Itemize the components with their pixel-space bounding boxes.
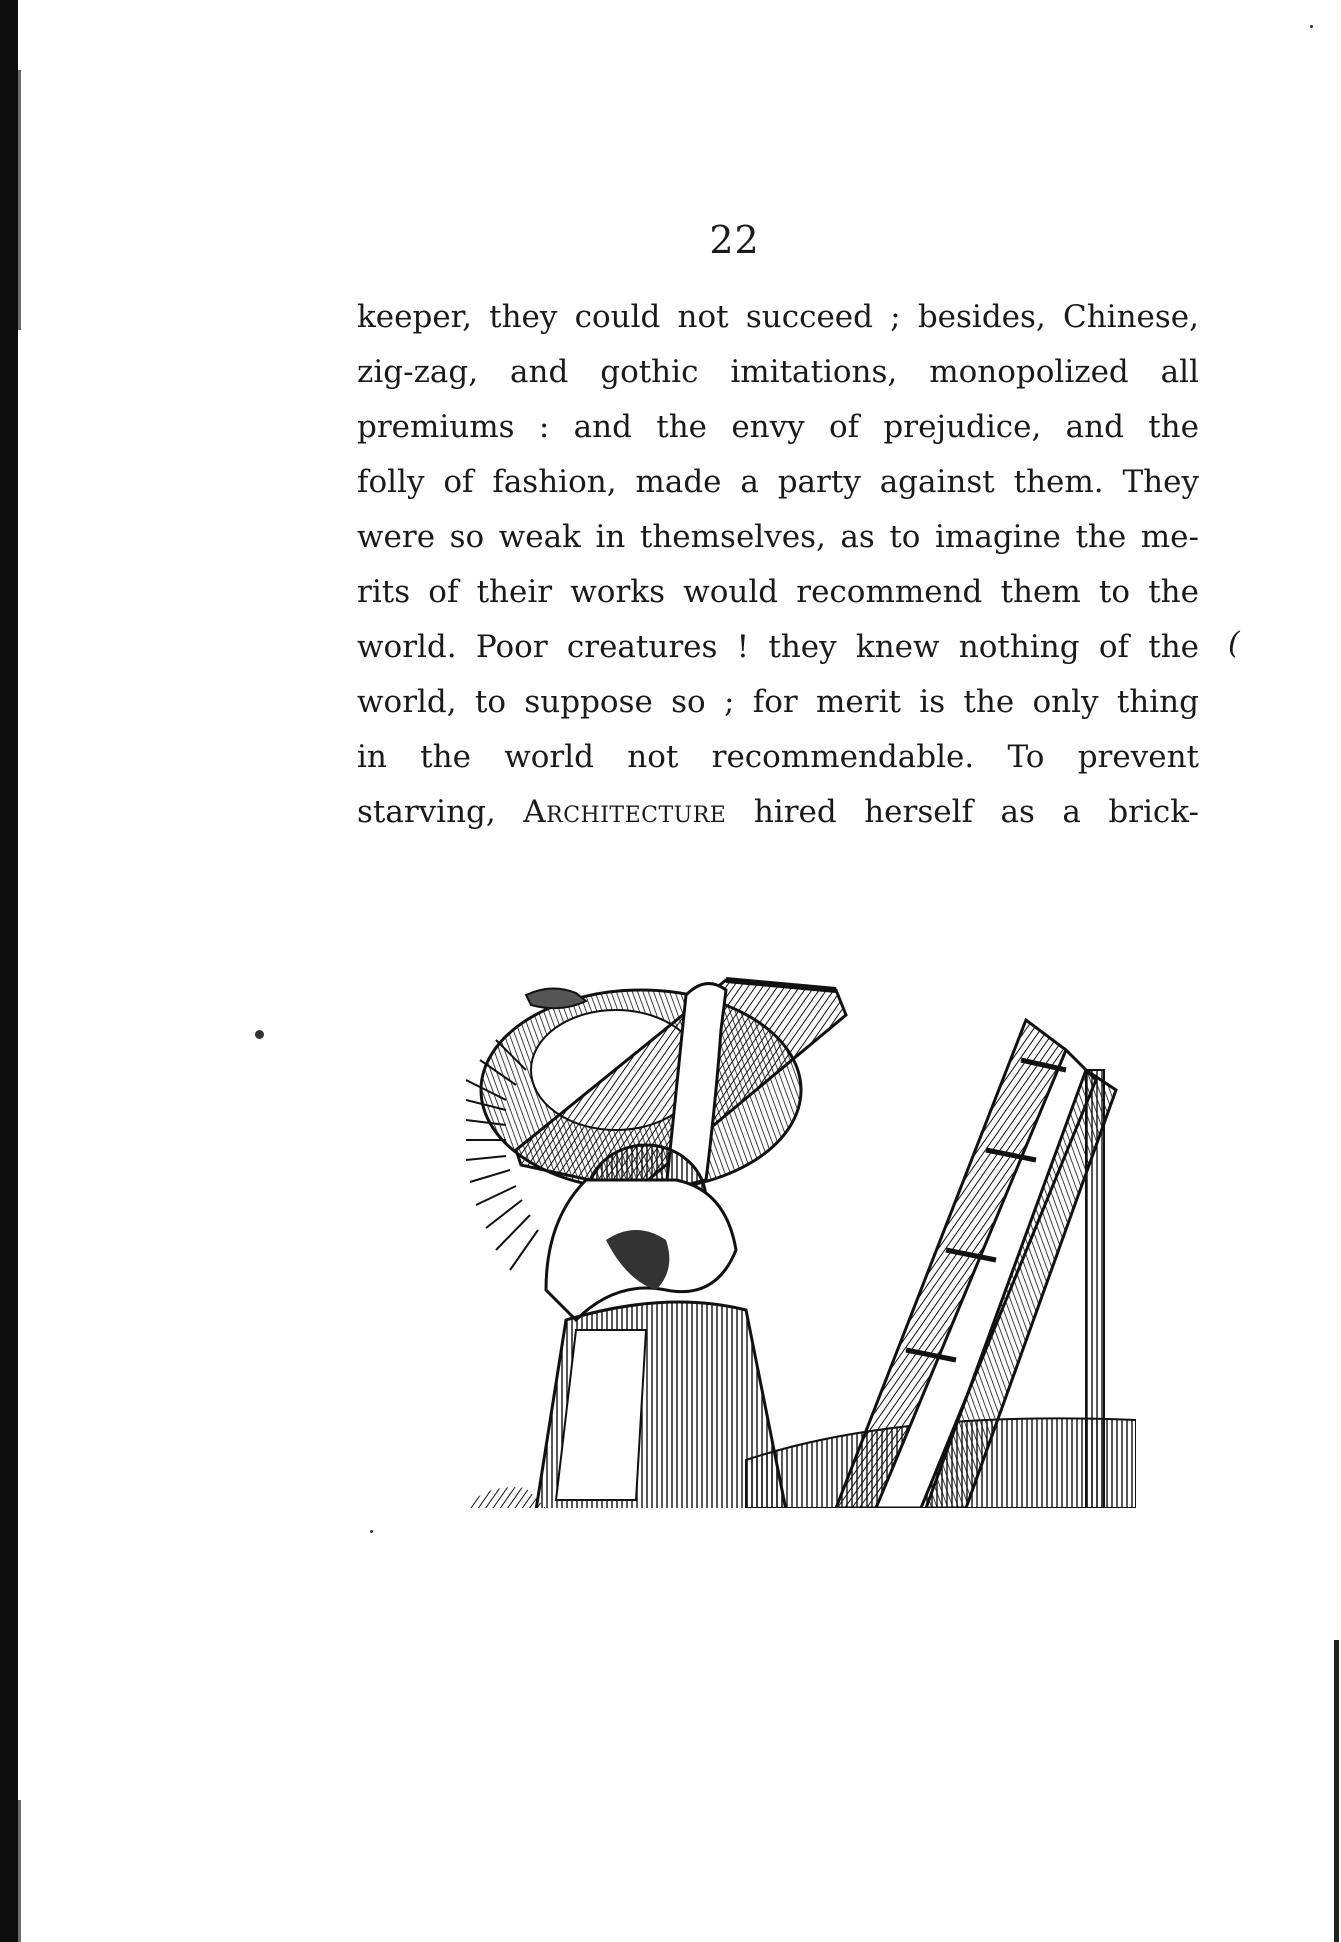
woodcut-woman-carrying-hod-ladder-icon bbox=[466, 960, 1136, 1508]
text-line: were so weak in themselves, as to imagine the me- bbox=[357, 519, 1199, 555]
text-line: world. Poor creatures ! they knew nothing of the bbox=[357, 629, 1199, 665]
text-line-last bbox=[357, 785, 1199, 840]
binding-shadow bbox=[18, 1800, 21, 1942]
body-text bbox=[357, 290, 1199, 840]
text-line: zig-zag, and gothic imitations, monopolized all bbox=[357, 354, 1199, 390]
last-line-end: hired herself as a brick- bbox=[726, 794, 1199, 830]
text-line: premiums : and the envy of prejudice, and the bbox=[357, 409, 1199, 445]
scan-right-edge bbox=[1334, 1640, 1339, 1942]
binding-shadow bbox=[18, 70, 21, 330]
text-line: rits of their works would recommend them to the bbox=[357, 574, 1199, 610]
architecture-smallcaps: Architecture bbox=[523, 794, 727, 830]
text-line: world, to suppose so ; for merit is the only thing bbox=[357, 684, 1199, 720]
text-line: folly of fashion, made a party against them. They bbox=[357, 464, 1199, 500]
margin-mark: ( bbox=[1228, 626, 1240, 661]
ink-speck bbox=[255, 1030, 264, 1039]
last-line-start: starving, bbox=[357, 794, 524, 830]
ink-speck bbox=[1310, 25, 1313, 28]
text-line: in the world not recommendable. To prevent bbox=[357, 739, 1199, 775]
text-line: keeper, they could not succeed ; besides, Chinese, bbox=[357, 299, 1199, 335]
scan-binding-edge bbox=[0, 0, 18, 1942]
ink-speck bbox=[370, 1530, 373, 1533]
page-number: 22 bbox=[709, 218, 760, 262]
